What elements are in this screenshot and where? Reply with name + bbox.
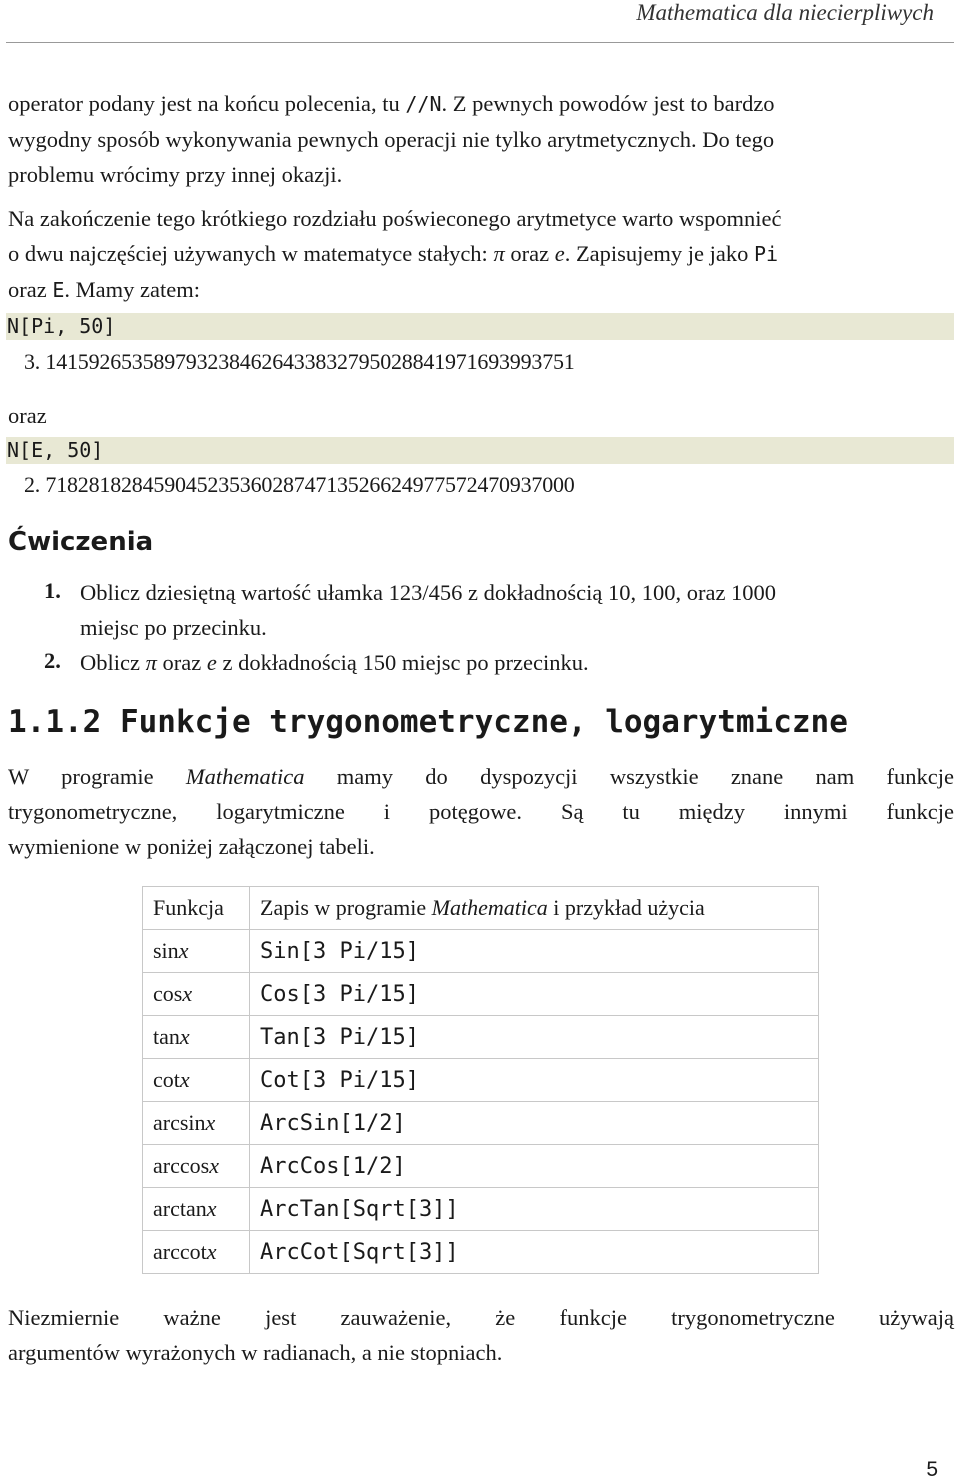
text-line: problemu wrócimy przy innej okazji.: [8, 162, 343, 187]
function-name: arcsin: [153, 1110, 206, 1135]
text-line: [8, 759, 954, 794]
inline-code: //N: [405, 92, 442, 116]
function-code-cell: Tan[3 Pi/15]: [250, 1016, 819, 1059]
function-name-cell: [143, 1016, 250, 1059]
pi-symbol: π: [493, 241, 505, 266]
header-cell-usage: [250, 887, 819, 930]
code-input[interactable]: N[Pi, 50]: [6, 313, 954, 340]
text-line: wygodny sposób wykonywania pewnych operacji nie tylko arytmetycznych. Do tego: [8, 127, 775, 152]
function-name: arccos: [153, 1153, 210, 1178]
running-header: Mathematica dla niecierpliwych: [636, 0, 934, 25]
function-variable: x: [182, 981, 193, 1006]
text-span: . Z pewnych powodów jest to bardzo: [441, 91, 775, 116]
exercises-title: Ćwiczenia: [8, 527, 154, 557]
text-line: wymienione w poniżej załączonej tabeli.: [8, 834, 375, 859]
text-line: argumentów wyrażonych w radianach, a nie stopniach.: [8, 1340, 503, 1365]
function-name: cos: [153, 981, 183, 1006]
text-line: Niezmiernie ważne jest zauważenie, że funkcje trygonometryczne używają: [8, 1305, 954, 1330]
function-variable: x: [205, 1110, 216, 1135]
function-variable: x: [179, 1024, 190, 1049]
text-span: . Mamy zatem:: [64, 277, 200, 302]
text-span: mamy do dyspozycji wszystkie znane nam funkcje: [304, 764, 955, 789]
exercise-text: [80, 575, 940, 645]
text-line: trygonometryczne, logarytmiczne i potęgowe. Są tu między innymi funkcje: [8, 799, 954, 824]
text-line: miejsc po przecinku.: [80, 615, 267, 640]
text-span: W programie: [8, 764, 186, 789]
e-symbol: e: [554, 241, 565, 266]
function-code-cell: Sin[3 Pi/15]: [250, 930, 819, 973]
inline-code: Pi: [754, 242, 779, 266]
exercise-number: 2.: [44, 648, 61, 673]
text-span: i przykład użycia: [547, 895, 705, 920]
table-row: [143, 973, 819, 1016]
intro-paragraph-1: [8, 86, 954, 192]
code-output: 3. 1415926535897932384626433832795028841971693993751: [24, 349, 575, 374]
function-name-cell: [143, 930, 250, 973]
text-line: [8, 236, 954, 272]
function-name: sin: [153, 938, 179, 963]
function-variable: x: [206, 1196, 217, 1221]
function-name-cell: [143, 1145, 250, 1188]
text-line: [8, 272, 954, 308]
function-code-cell: ArcCos[1/2]: [250, 1145, 819, 1188]
function-variable: x: [209, 1153, 219, 1178]
text-span: Zapis w programie: [260, 895, 432, 920]
section-paragraph: [8, 759, 954, 864]
exercise-number: 1.: [44, 578, 61, 603]
italic-text: Mathematica: [185, 764, 305, 789]
table-header-row: [143, 887, 819, 930]
table-row: [143, 1231, 819, 1274]
page-number: 5: [926, 1458, 938, 1481]
text-line: Na zakończenie tego krótkiego rozdziału poświeconego arytmetyce warto wspomnieć: [8, 206, 782, 231]
function-name-cell: [143, 1188, 250, 1231]
function-variable: x: [179, 1067, 190, 1092]
function-table: [142, 886, 819, 1274]
text-span: oraz: [8, 277, 53, 302]
function-name: tan: [153, 1024, 180, 1049]
function-name: arccot: [153, 1239, 207, 1264]
function-name: cot: [153, 1067, 180, 1092]
header-divider: [6, 42, 954, 43]
code-output: 2. 7182818284590452353602874713526624977572470937000: [24, 472, 575, 497]
code-input[interactable]: N[E, 50]: [6, 437, 954, 464]
between-label: oraz: [8, 403, 47, 428]
exercise-text: [80, 645, 940, 680]
text-span: . Zapisujemy je jako: [564, 241, 755, 266]
function-code-cell: Cos[3 Pi/15]: [250, 973, 819, 1016]
italic-text: Mathematica: [431, 895, 548, 920]
table-row: [143, 1059, 819, 1102]
text-span: o dwu najczęściej używanych w matematyce stałych:: [8, 241, 494, 266]
text-span: operator podany jest na końcu polecenia, tu: [8, 91, 406, 116]
inline-code: E: [52, 278, 65, 302]
function-code-cell: ArcTan[Sqrt[3]]: [250, 1188, 819, 1231]
table-body: [143, 887, 819, 1274]
table-row: [143, 1016, 819, 1059]
e-symbol: e: [206, 650, 217, 675]
text-span: oraz: [156, 650, 207, 675]
intro-paragraph-2: [8, 201, 954, 308]
text-span: z dokładnością 150 miejsc po przecinku.: [216, 650, 589, 675]
function-code-cell: ArcCot[Sqrt[3]]: [250, 1231, 819, 1274]
text-span: Oblicz: [80, 650, 146, 675]
table-row: [143, 1188, 819, 1231]
text-line: [80, 645, 940, 680]
function-name: arctan: [153, 1196, 207, 1221]
function-variable: x: [178, 938, 189, 963]
function-code-cell: Cot[3 Pi/15]: [250, 1059, 819, 1102]
closing-paragraph: [8, 1300, 954, 1370]
function-name-cell: [143, 1231, 250, 1274]
section-heading: 1.1.2 Funkcje trygonometryczne, logarytmiczne: [8, 704, 848, 740]
function-variable: x: [206, 1239, 217, 1264]
function-name-cell: [143, 973, 250, 1016]
pi-symbol: π: [145, 650, 157, 675]
table-row: [143, 1145, 819, 1188]
header-cell-function: Funkcja: [143, 887, 250, 930]
text-span: oraz: [504, 241, 555, 266]
table-row: [143, 930, 819, 973]
text-line: Oblicz dziesiętną wartość ułamka 123/456 z dokładnością 10, 100, oraz 1000: [80, 580, 777, 605]
function-name-cell: [143, 1102, 250, 1145]
function-name-cell: [143, 1059, 250, 1102]
table-row: [143, 1102, 819, 1145]
text-line: [8, 86, 954, 122]
function-code-cell: ArcSin[1/2]: [250, 1102, 819, 1145]
